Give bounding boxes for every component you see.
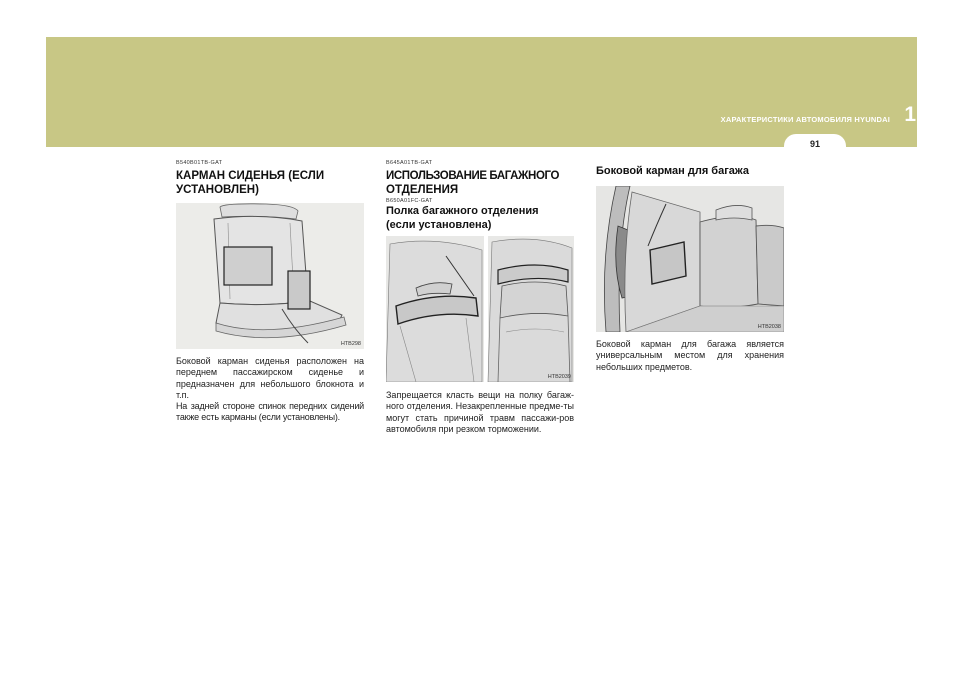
cargo-cover-figure [386,236,574,382]
section-heading-line1: КАРМАН СИДЕНЬЯ (ЕСЛИ [176,170,325,182]
header-band [46,37,917,147]
seat-pocket-figure [176,203,364,349]
subsection-code: B650A01FC-GAT [386,198,433,204]
luggage-pocket-figure [596,186,784,332]
cargo-area-text: Запрещается класть вещи на полку багаж-ного отделения. Незакрепленные предме-ты могут стать причиной травм пассажи-ров автомобиля при резком торможении. [386,390,574,434]
chapter-number: 1 [904,103,916,126]
cargo-cover-illustration [386,236,574,382]
subsection-heading-line2: (если установлена) [386,219,492,231]
chapter-title: ХАРАКТЕРИСТИКИ АВТОМОБИЛЯ HYUNDAI [720,115,890,124]
section-luggage-pocket [596,160,784,373]
section-heading-line1: ИСПОЛЬЗОВАНИЕ БАГАЖНОГО [386,170,560,182]
subsection-heading-line1: Полка багажного отделения [386,205,539,217]
luggage-pocket-illustration [596,186,784,332]
section-seat-pocket [176,160,364,424]
figure-code: HTB298 [340,341,361,347]
luggage-pocket-text: Боковой карман для багажа является универсальным местом для хранения небольших предметов. [596,339,784,372]
section-heading: Боковой карман для багажа [596,165,749,177]
section-code: B645A01TB-GAT [386,160,433,166]
seat-illustration [176,203,364,349]
section-heading-line2: УСТАНОВЛЕН) [176,184,259,196]
figure-code: HTB2038 [757,324,781,330]
section-code: B540B01TB-GAT [176,160,223,166]
seat-pocket-text: Боковой карман сиденья расположен на переднем пассажирском сиденье и предназначен для небольшого блокнота и т.п. [176,356,364,400]
section-heading-line2: ОТДЕЛЕНИЯ [386,184,459,196]
section-cargo-area [386,160,574,435]
figure-code: HTB2039 [547,374,571,380]
seat-pocket-text-2: На задней стороне спинок передних сидений также есть карманы (если установлены). [176,401,364,423]
page-number: 91 [809,139,820,149]
